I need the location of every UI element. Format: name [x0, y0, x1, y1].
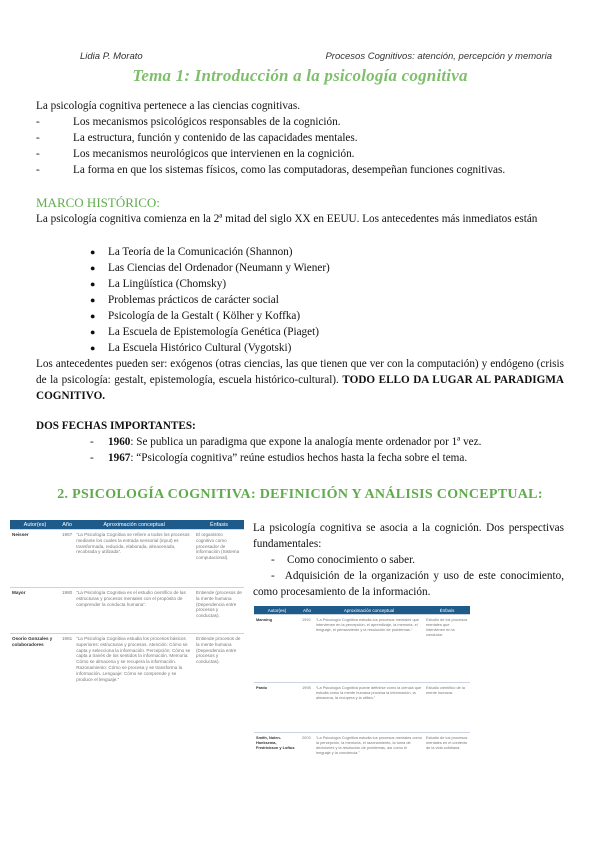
section2-list: [253, 552, 564, 600]
intro-item: - Los mecanismos neurológicos que intervienen en la cognición.: [36, 148, 355, 160]
table-row: Osorio Gonzales y colaboradores 1981 “La Psicología Cognitiva estudia los procesos básicos superiores: estructuras y procesos. Atención: Cómo se capta y selecciona la información. Percepción: Cómo se capta a través de los sentidos la información. Memoria: Cómo se almacena y se recupera la información. Razonamiento: Cómo se procesa y se transforma la información. Lenguaje: Cómo se comprende y se produce el lenguaje.” Entiende procesos de la mente humana (Dependencia entre procesos y conductas).: [10, 634, 244, 764]
fechas-heading: DOS FECHAS IMPORTANTES:: [36, 420, 196, 432]
marco-bullet-item: ● La Lingüística (Chomsky): [90, 278, 227, 290]
table-header-row: [254, 606, 470, 615]
fecha-item: - 1960: Se publica un paradigma que expone la analogía mente ordenador por 1ª vez.: [90, 436, 482, 448]
table-row: Smith, Nolen-Hoeksema, Fredrickson y Loftus 2003 “La Psicología Cognitiva estudia los procesos mentales como la percepción, la memoria, el razonamiento, la toma de decisiones y la resolución de problemas, así como el lenguaje y la conciencia.” Estudio de los procesos mentales en el contexto de la vida cotidiana.: [254, 733, 470, 835]
marco-text: La psicología cognitiva comienza en la 2ª mitad del siglo XX en EEUU. Los antecedentes más inmediatos están: [36, 213, 538, 225]
col-author: Autor(es): [10, 520, 60, 530]
fecha-item: - 1967: “Psicología cognitiva” reúne estudios hechos hasta la fecha sobre el tema.: [90, 452, 468, 464]
col-concept: Aproximación conceptual: [74, 520, 194, 530]
marco-bullet-item: ● Problemas prácticos de carácter social: [90, 294, 279, 306]
col-concept: Aproximación conceptual: [314, 606, 424, 615]
col-emphasis: Énfasis: [424, 606, 470, 615]
table-row: Manning 1992 “La Psicología Cognitiva estudia los procesos mentales que intervienen en la percepción, el aprendizaje, la memoria, el lenguaje, el pensamiento y la resolución de problemas.” Estudio de los procesos mentales que intervienen en la conducta.: [254, 615, 470, 683]
paradigma-statement: TODO ELLO DA LUGAR AL PARADIGMA COGNITIVO.: [36, 374, 565, 402]
col-year: Año: [300, 606, 314, 615]
marco-bullet-item: ● Las Ciencias del Ordenador (Neumann y Wiener): [90, 262, 330, 274]
table-row: Mayor 1980 “La Psicología Cognitiva es el estudio científico de las estructuras y procesos mentales con el propósito de comprender la conducta humana”. Entiende (procesos de la mente humana (Dependencia entre procesos y conductas).: [10, 588, 244, 634]
col-emphasis: Énfasis: [194, 520, 244, 530]
fechas-list: [90, 434, 560, 466]
page-title: Tema 1: Introducción a la psicología cognitiva: [132, 66, 468, 85]
header-course: Procesos Cognitivos: atención, percepción y memoria: [325, 51, 552, 62]
table-row: Neisser 1967 “La Psicología Cognitiva se refiere a todos los procesos mediante los cuales la entrada sensorial (input) es transformada, reducida, elaborada, almacenada, recobrada y utilizada”. El organismo cognitivo como procesador de información (Sistema computacional).: [10, 530, 244, 588]
intro-text: La psicología cognitiva pertenece a las ciencias cognitivas.: [36, 100, 301, 112]
perspective-item: - Adquisición de la organización y uso de este conocimiento, como procesamiento de la información.: [253, 570, 564, 598]
table-header-row: [10, 520, 244, 530]
antecedentes-paragraph: Los antecedentes pueden ser: exógenos (otras ciencias, las que tienen que ver con la computación) y endógeno (crisis de la psicología: gestalt, epistemología, escuela histórico-cultural). TODO ELLO DA LUGAR AL PARADIGMA COGNITIVO.: [36, 358, 565, 402]
header-author: Lidia P. Morato: [80, 51, 143, 62]
marco-bullets: [90, 244, 548, 356]
marco-bullet-item: ● La Escuela Histórico Cultural (Vygotski): [90, 342, 292, 354]
marco-bullet-item: ● La Teoría de la Comunicación (Shannon): [90, 246, 293, 258]
marco-heading: MARCO HISTÓRICO:: [36, 195, 160, 210]
section2-heading: 2. PSICOLOGÍA COGNITIVA: DEFINICIÓN Y ANÁLISIS CONCEPTUAL:: [57, 487, 543, 502]
intro-item: - Los mecanismos psicológicos responsables de la cognición.: [36, 116, 341, 128]
marco-bullet-item: ● Psicología de la Gestalt ( Kölher y Koffka): [90, 310, 301, 322]
section2-text: La psicología cognitiva se asocia a la cognición. Dos perspectivas fundamentales:: [253, 522, 564, 550]
intro-item: - La estructura, función y contenido de las capacidades mentales.: [36, 132, 358, 144]
concept-table-right: [254, 606, 470, 835]
intro-list: [36, 114, 556, 178]
col-author: Autor(es): [254, 606, 300, 615]
table-row: Pardo 1998 “La Psicología Cognitiva puede definirse como la ciencia que estudia cómo la mente humana procesa la información, la almacena, la recupera y la utiliza.” Estudio científico de la mente humana.: [254, 683, 470, 733]
concept-table-left: [10, 520, 244, 764]
col-year: Año: [60, 520, 74, 530]
perspective-item: - Como conocimiento o saber.: [271, 554, 416, 566]
intro-item: - La forma en que los sistemas físicos, como las computadoras, desempeñan funciones cognitivas.: [36, 164, 506, 176]
marco-bullet-item: ● La Escuela de Epistemología Genética (Piaget): [90, 326, 319, 338]
